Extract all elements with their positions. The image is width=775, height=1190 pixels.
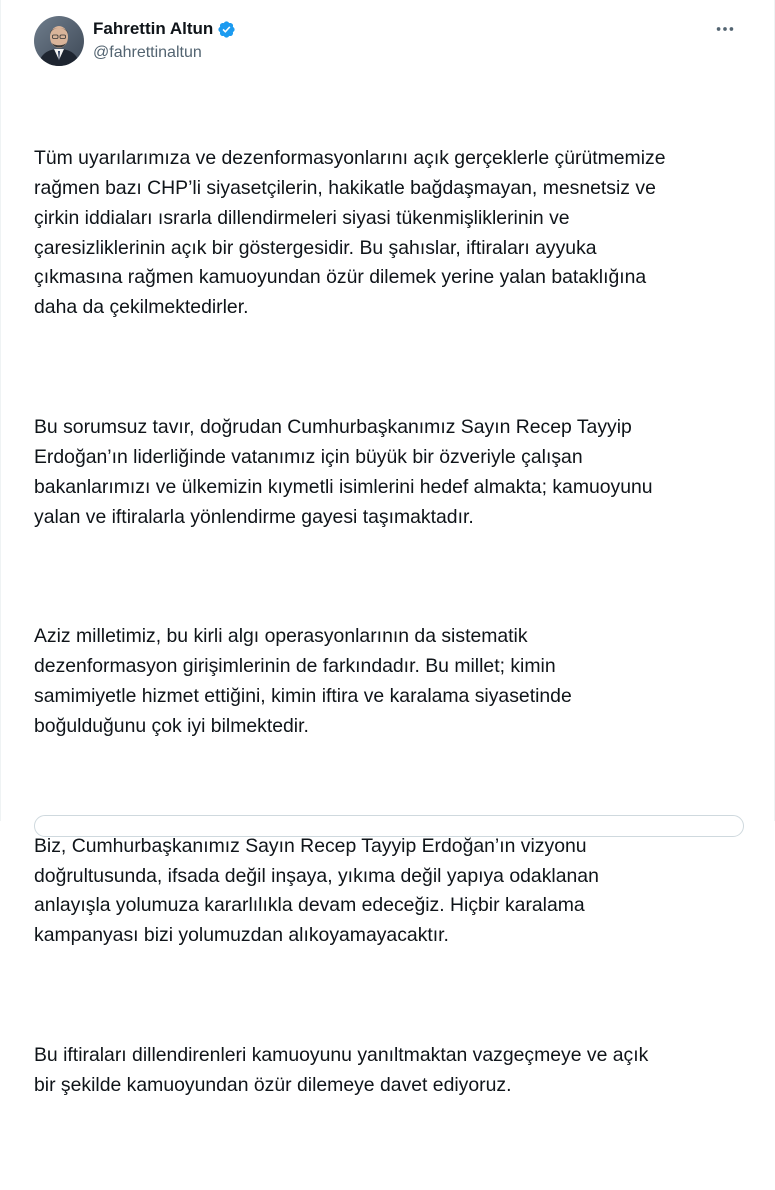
tweet-text bbox=[34, 84, 746, 1190]
avatar[interactable] bbox=[34, 16, 84, 66]
tweet-paragraph-2: Bu sorumsuz tavır, doğrudan Cumhurbaşkanımız Sayın Recep Tayyip Erdoğan’ın liderliğinde vatanımız için büyük bir özveriyle çalışan bakanlarımızı ve ülkemizin kıymetli isimlerini hedef almakta; kamuoyunu yalan ve iftiralarla yönlendirme gayesi taşımaktadır. bbox=[34, 415, 653, 528]
tweet-header bbox=[34, 14, 754, 68]
tweet-paragraph-5: Bu iftiraları dillendirenleri kamuoyunu yanıltmaktan vazgeçmeye ve açık bir şekilde kamuoyundan özür dilemeye davet ediyoruz. bbox=[34, 1043, 649, 1096]
name-row bbox=[93, 17, 236, 41]
avatar-image bbox=[34, 16, 84, 66]
tweet-paragraph-3: Aziz milletimiz, bu kirli algı operasyonlarının da sistematik dezenformasyon girişimlerinin de farkındadır. Bu millet; kimin samimiyetle hizmet ettiğini, kimin iftira ve karalama siyasetinde boğulduğunu çok iyi bilmektedir. bbox=[34, 625, 572, 737]
tweet-paragraph-1: Tüm uyarılarımıza ve dezenformasyonlarını açık gerçeklerle çürütmemize rağmen bazı CHP’li siyasetçilerin, hakikatle bağdaşmayan, mesnetsiz ve çirkin iddiaları ısrarla dillendirmeleri siyasi tükenmişliklerinin ve çaresizliklerinin açık bir göstergesidir. Bu şahıslar, iftiraları ayyuka çıkmasına rağmen kamuoyundan özür dilemek yerine yalan bataklığına daha da çekilmektedirler. bbox=[34, 146, 666, 319]
media-card-edge[interactable] bbox=[34, 815, 744, 837]
author-display-name[interactable]: Fahrettin Altun bbox=[93, 19, 214, 38]
author-identity bbox=[93, 17, 236, 62]
tweet-paragraph-4: Biz, Cumhurbaşkanımız Sayın Recep Tayyip Erdoğan’ın vizyonu doğrultusunda, ifsada değil inşaya, yıkıma değil yapıya odaklanan anlayışla yolumuza kararlılıkla devam edeceğiz. Hiçbir karalama kampanyası bizi yolumuzdan alıkoyamayacaktır. bbox=[34, 834, 599, 947]
more-horizontal-icon bbox=[714, 18, 736, 40]
more-options-button[interactable] bbox=[710, 16, 740, 42]
author-handle[interactable]: @fahrettinaltun bbox=[93, 44, 202, 61]
verified-badge-icon[interactable] bbox=[217, 20, 236, 39]
